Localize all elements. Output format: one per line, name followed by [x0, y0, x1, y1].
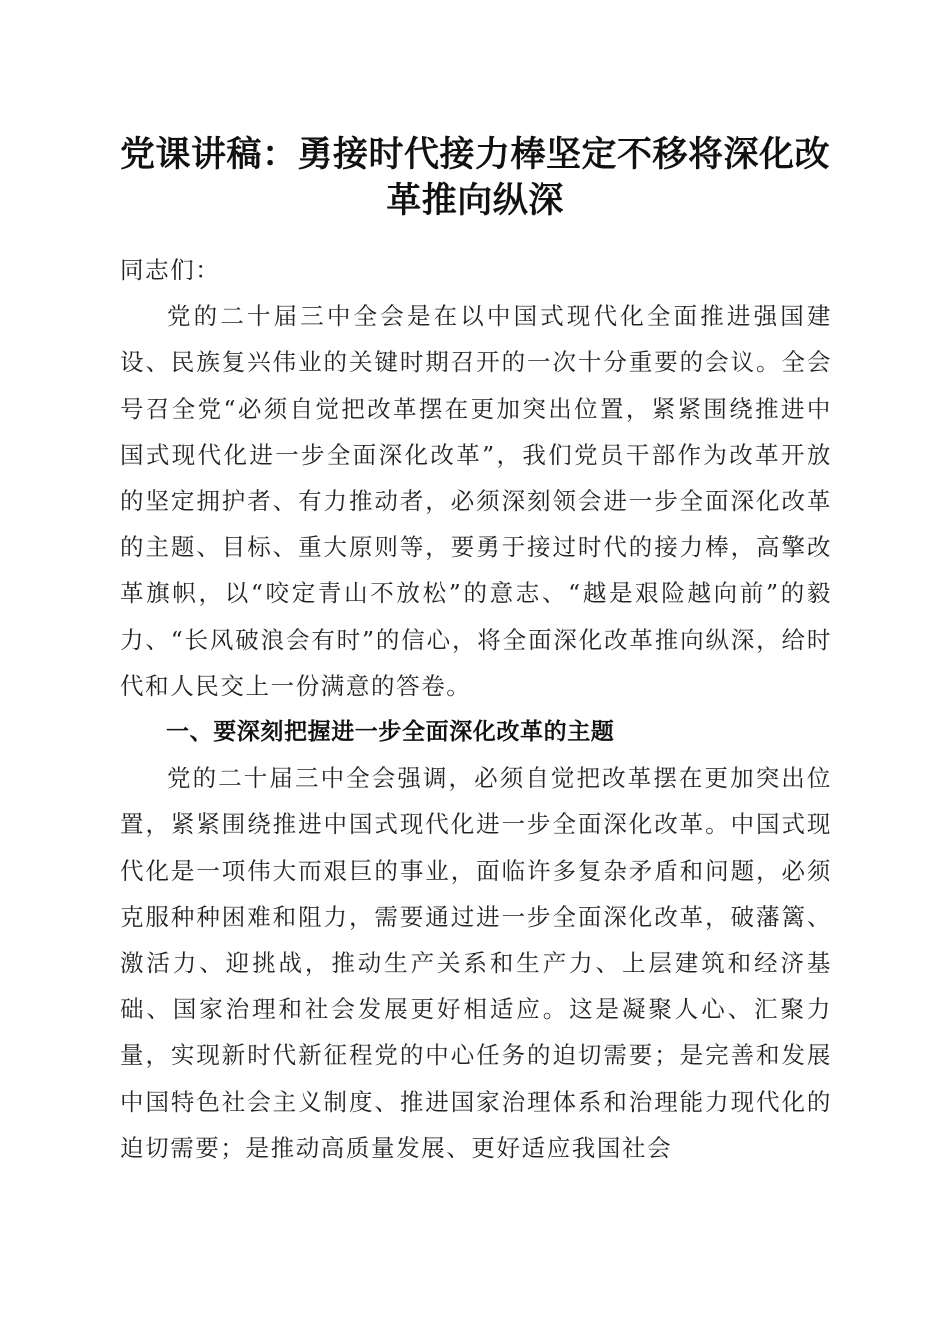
intro-paragraph: 党的二十届三中全会是在以中国式现代化全面推进强国建设、民族复兴伟业的关键时期召开的一次十分重要的会议。全会号召全党“必须自觉把改革摆在更加突出位置，紧紧围绕推进中国式现代化进一步全面深化改革”，我们党员干部作为改革开放的坚定拥护者、有力推动者，必须深刻领会进一步全面深化改革的主题、目标、重大原则等，要勇于接过时代的接力棒，高擎改革旗帜，以“咬定青山不放松”的意志、“越是艰险越向前”的毅力、“长风破浪会有时”的信心，将全面深化改革推向纵深，给时代和人民交上一份满意的答卷。	[120, 302, 832, 700]
document-body	[120, 247, 832, 1171]
greeting: 同志们：	[120, 256, 221, 284]
section-paragraph: 党的二十届三中全会强调，必须自觉把改革摆在更加突出位置，紧紧围绕推进中国式现代化进一步全面深化改革。中国式现代化是一项伟大而艰巨的事业，面临许多复杂矛盾和问题，必须克服种种困难和阻力，需要通过进一步全面深化改革，破藩篱、激活力、迎挑战，推动生产关系和生产力、上层建筑和经济基础、国家治理和社会发展更好相适应。这是凝聚人心、汇聚力量，实现新时代新征程党的中心任务的迫切需要；是完善和发展中国特色社会主义制度、推进国家治理体系和治理能力现代化的迫切需要；是推动高质量发展、更好适应我国社会	[120, 764, 832, 1162]
section-heading: 一、要深刻把握进一步全面深化改革的主题	[166, 719, 615, 746]
document-title: 党课讲稿：勇接时代接力棒坚定不移将深化改革推向纵深	[119, 134, 830, 221]
